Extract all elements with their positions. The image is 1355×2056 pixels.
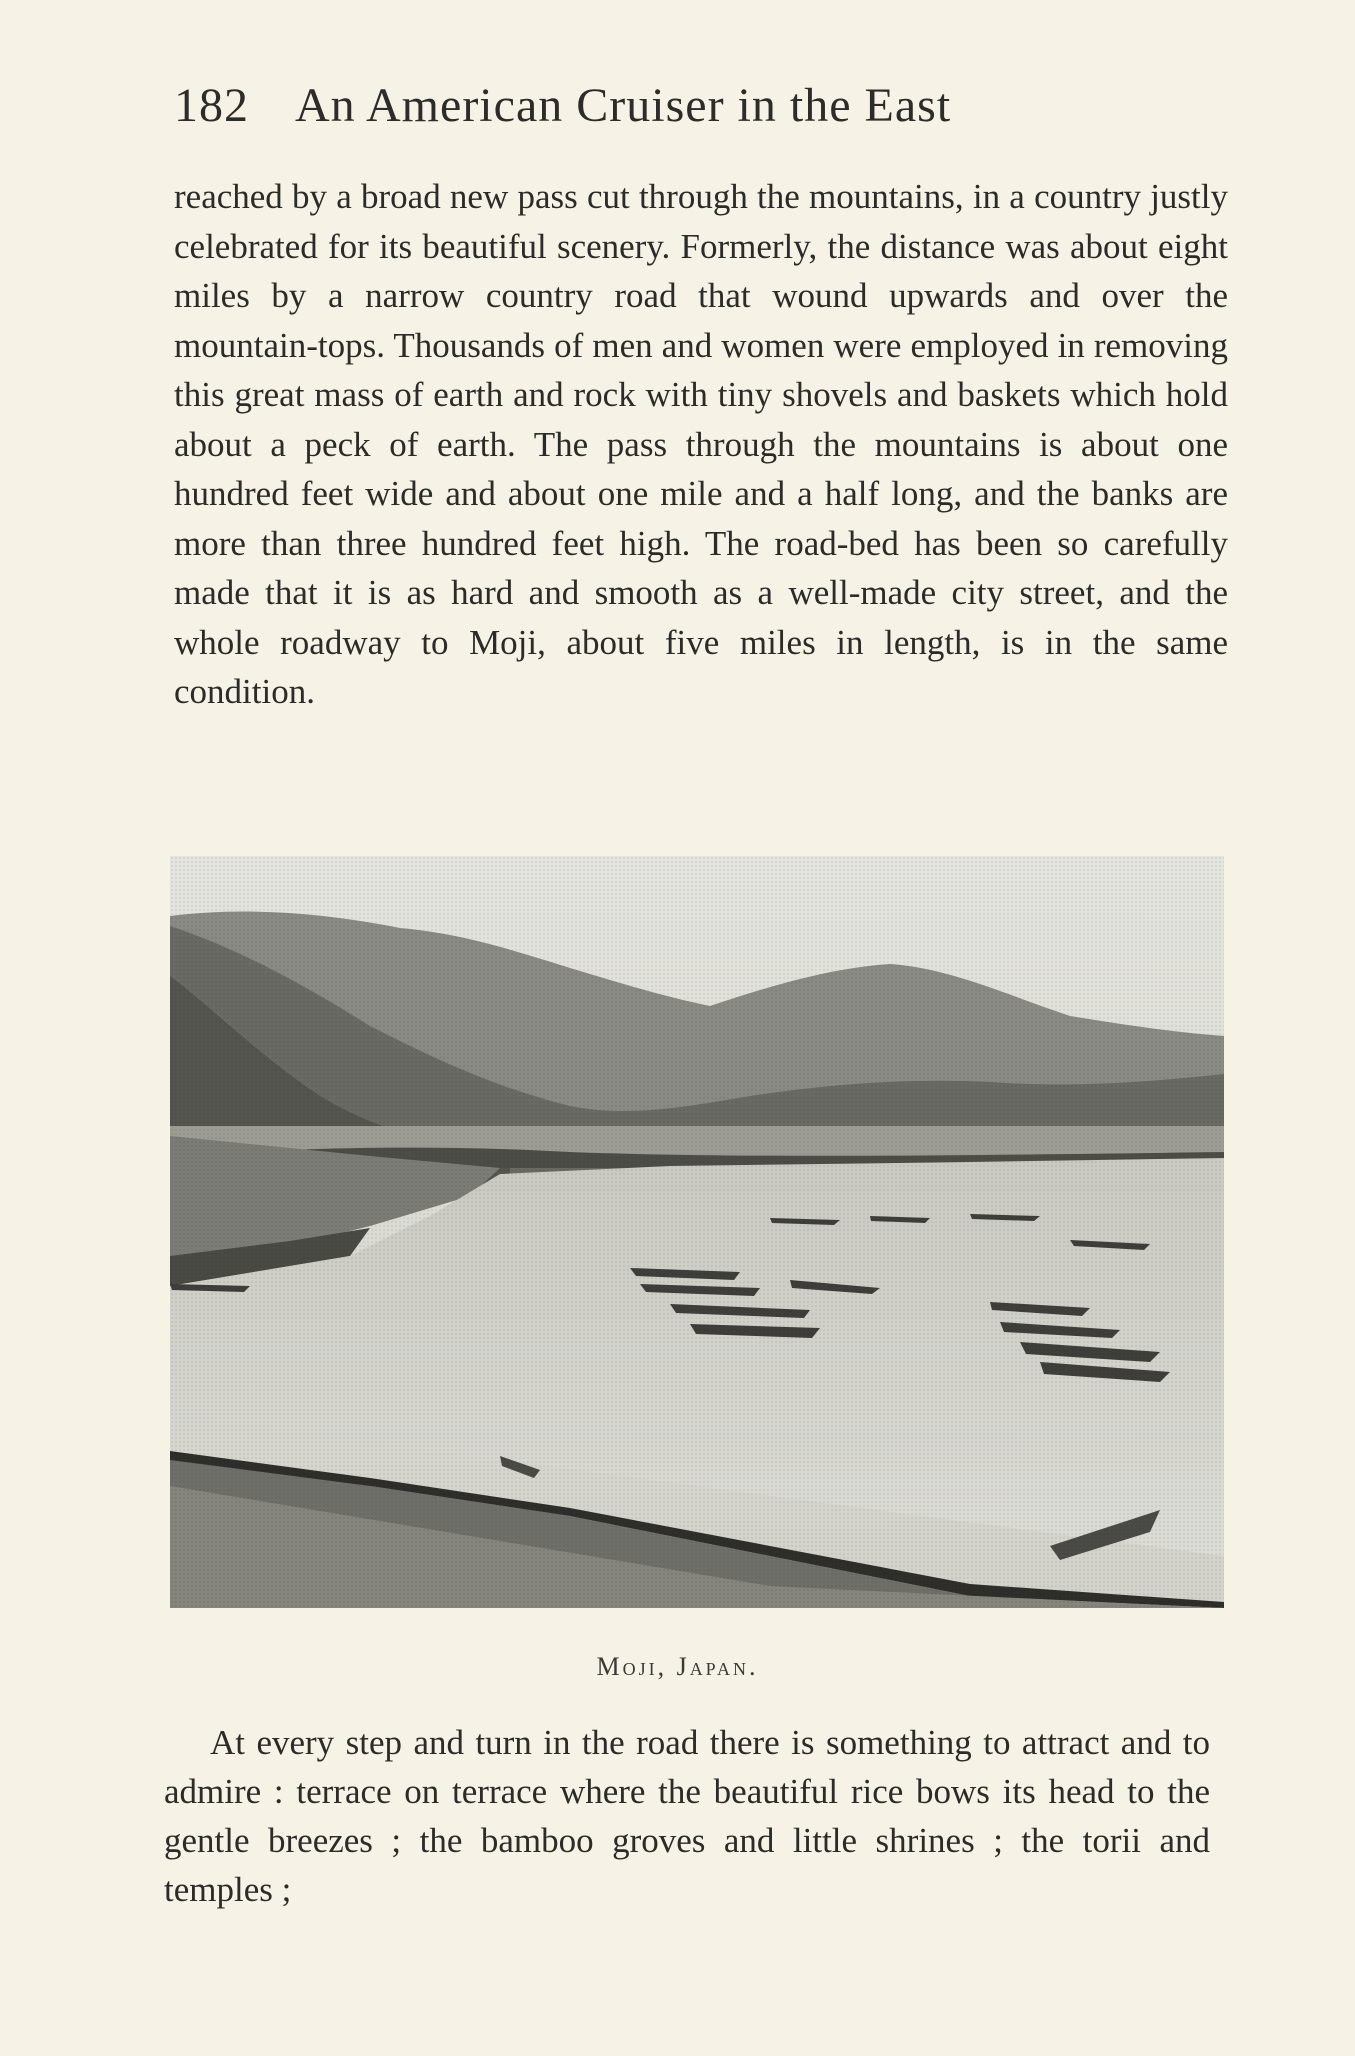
page-number: 182 [174, 79, 249, 132]
body-paragraph: At every step and turn in the road there is something to attract and to admire : terrace on terrace where the beautiful rice bows its head to the gentle breezes ; the bamboo groves and little shrines ; the torii and temples ; [164, 1723, 1210, 1909]
body-paragraph: reached by a broad new pass cut through the mountains, in a country justly celebrated for its beautiful scenery. Formerly, the distance was about eight miles by a narrow country road that wound upwards and over the mountain-tops. Thousands of men and women were employed in removing this great mass of earth and rock with tiny shovels and baskets which hold about a peck of earth. The pass through the mountains is about one hundred feet wide and about one mile and a half long, and the banks are more than three hundred feet high. The road-bed has been so carefully made that it is as hard and smooth as a well-made city street, and the whole roadway to Moji, about five miles in length, is in the same condition. [174, 177, 1228, 711]
running-title: An American Cruiser in the East [295, 79, 952, 132]
running-header [174, 78, 951, 133]
harbor-photograph [170, 856, 1224, 1608]
figure-caption: Moji, Japan. [596, 1652, 759, 1681]
